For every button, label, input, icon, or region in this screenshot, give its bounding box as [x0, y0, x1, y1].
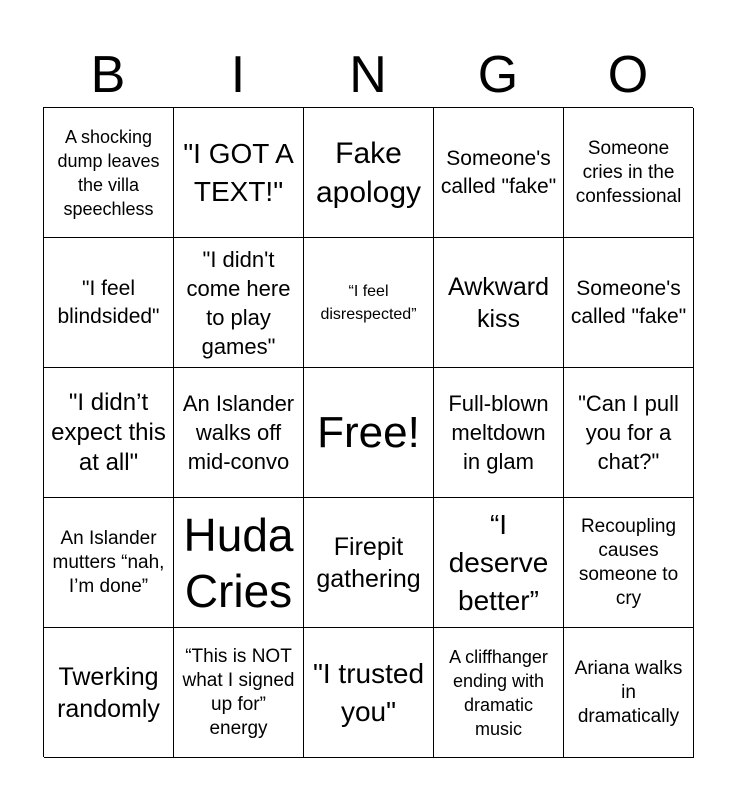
header-letter-n: N [349, 46, 387, 104]
cell-text: Someone's called "fake" [570, 276, 687, 328]
cell-text: Firepit gathering [316, 532, 421, 593]
bingo-cell[interactable] [304, 108, 434, 238]
cell-text: Fake apology [315, 136, 422, 209]
cell-text: "Can I pull you for a chat?" [578, 391, 679, 474]
cell-text: "I didn’t expect this at all" [51, 388, 166, 476]
bingo-cell[interactable] [434, 498, 564, 628]
header-letter-b: B [90, 46, 126, 104]
cell-text: Huda Cries [183, 508, 294, 617]
bingo-cell[interactable] [304, 498, 434, 628]
header-letter-g: G [477, 46, 519, 104]
cell-text: Recoupling causes someone to cry [578, 515, 679, 609]
cell-text: An Islander mutters “nah, I’m done” [52, 527, 165, 597]
header-letter-i: I [230, 46, 246, 104]
cell-text: "I GOT A TEXT!" [183, 137, 294, 207]
bingo-cell[interactable] [174, 238, 304, 368]
bingo-header [43, 45, 693, 105]
bingo-cell[interactable] [44, 498, 174, 628]
bingo-cell[interactable] [174, 368, 304, 498]
cell-text: "I trusted you" [312, 657, 425, 727]
cell-text: Twerking randomly [57, 662, 160, 723]
cell-text: "I feel blindsided" [57, 276, 160, 328]
cell-text: Someone cries in the confessional [575, 137, 682, 207]
bingo-cell[interactable] [434, 628, 564, 758]
cell-text: "I didn't come here to play games" [186, 246, 291, 359]
bingo-cell[interactable] [564, 368, 694, 498]
bingo-cell[interactable] [174, 498, 304, 628]
bingo-cell[interactable] [434, 368, 564, 498]
cell-text: Ariana walks in dramatically [574, 657, 683, 727]
cell-text: “This is NOT what I signed up for” energy [182, 645, 295, 739]
header-letter-o: O [607, 46, 649, 104]
bingo-cell[interactable] [44, 108, 174, 238]
bingo-cell[interactable] [44, 238, 174, 368]
cell-text: An Islander walks off mid-convo [182, 391, 295, 474]
free-space-label: Free! [317, 407, 420, 457]
cell-text: A cliffhanger ending with dramatic music [449, 646, 548, 739]
bingo-grid [43, 107, 693, 757]
bingo-cell[interactable] [434, 238, 564, 368]
cell-text: Awkward kiss [448, 272, 549, 333]
cell-text: Full-blown meltdown in glam [448, 391, 549, 474]
bingo-cell[interactable] [564, 628, 694, 758]
bingo-cell[interactable] [564, 498, 694, 628]
bingo-cell[interactable] [174, 108, 304, 238]
bingo-cell[interactable] [434, 108, 564, 238]
cell-text: A shocking dump leaves the villa speechless [57, 126, 160, 219]
cell-text: “I feel disrespected” [320, 282, 417, 323]
bingo-cell[interactable] [174, 628, 304, 758]
bingo-cell[interactable] [304, 628, 434, 758]
bingo-cell[interactable] [304, 238, 434, 368]
free-space-cell[interactable] [304, 368, 434, 498]
bingo-cell[interactable] [44, 368, 174, 498]
bingo-cell[interactable] [44, 628, 174, 758]
bingo-cell[interactable] [564, 108, 694, 238]
cell-text: Someone's called "fake" [440, 146, 557, 198]
bingo-cell[interactable] [564, 238, 694, 368]
cell-text: “I deserve better” [448, 508, 549, 616]
